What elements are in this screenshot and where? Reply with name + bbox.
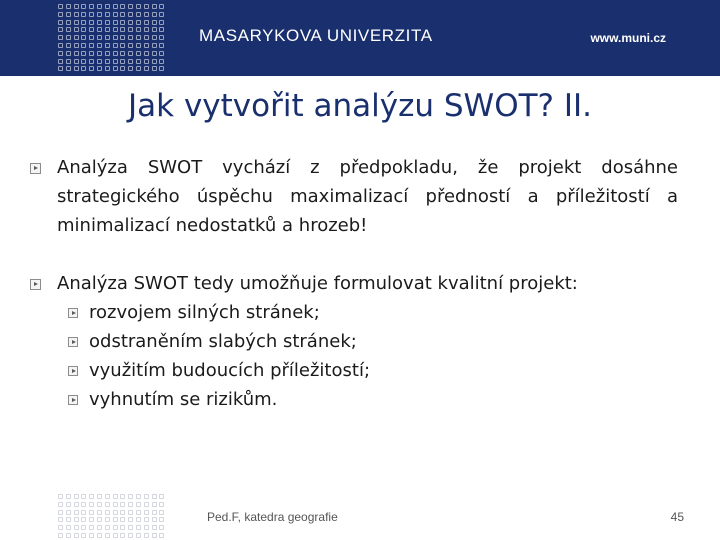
grid-dot (136, 20, 141, 25)
grid-dot (144, 59, 149, 64)
grid-dot (144, 51, 149, 56)
grid-dot (120, 510, 125, 515)
grid-dot (159, 533, 164, 538)
grid-dot (136, 43, 141, 48)
sub-bullet-item (57, 298, 678, 327)
grid-dot (74, 27, 79, 32)
grid-dot (81, 517, 86, 522)
grid-dot (89, 43, 94, 48)
grid-dot (58, 494, 63, 499)
grid-dot (159, 27, 164, 32)
bullet-list (30, 153, 678, 414)
grid-dot (136, 35, 141, 40)
grid-dot (159, 35, 164, 40)
grid-dot (89, 20, 94, 25)
grid-dot (81, 20, 86, 25)
grid-dot (113, 533, 118, 538)
slide-title: Jak vytvořit analýzu SWOT? II. (128, 88, 592, 124)
grid-dot (58, 533, 63, 538)
grid-dot (113, 517, 118, 522)
grid-dot (97, 27, 102, 32)
sub-bullet-arrow-icon (68, 308, 78, 318)
grid-dot (58, 35, 63, 40)
grid-dot (152, 35, 157, 40)
grid-dot (58, 12, 63, 17)
grid-dot (89, 502, 94, 507)
grid-dot (144, 43, 149, 48)
grid-dot (97, 533, 102, 538)
grid-dot (58, 59, 63, 64)
grid-dot (89, 517, 94, 522)
grid-dot (128, 43, 133, 48)
grid-dot (152, 4, 157, 9)
grid-dot (105, 4, 110, 9)
grid-dot (144, 517, 149, 522)
grid-dot (159, 59, 164, 64)
grid-dot (58, 66, 63, 71)
bullet-item (30, 269, 678, 414)
grid-dot (152, 43, 157, 48)
grid-dot (159, 20, 164, 25)
grid-dot (120, 525, 125, 530)
grid-dot (120, 35, 125, 40)
grid-dot (128, 4, 133, 9)
grid-dot (74, 66, 79, 71)
grid-dot (81, 533, 86, 538)
sub-bullet-text: rozvojem silných stránek; (89, 302, 320, 323)
grid-dot (152, 494, 157, 499)
grid-dot (152, 27, 157, 32)
grid-dot (66, 51, 71, 56)
grid-dot (58, 27, 63, 32)
grid-dot (105, 494, 110, 499)
grid-dot (120, 533, 125, 538)
grid-dot (120, 12, 125, 17)
grid-dot (89, 4, 94, 9)
grid-dot (81, 510, 86, 515)
grid-dot (136, 27, 141, 32)
grid-dot (97, 35, 102, 40)
grid-dot (105, 525, 110, 530)
grid-dot (81, 59, 86, 64)
sub-bullet-item (57, 385, 678, 414)
grid-dot (144, 35, 149, 40)
grid-dot (105, 66, 110, 71)
footer-department: Ped.F, katedra geografie (207, 510, 338, 524)
grid-dot (128, 35, 133, 40)
grid-dot (105, 27, 110, 32)
grid-dot (58, 43, 63, 48)
grid-dot (74, 51, 79, 56)
bullet-text: Analýza SWOT vychází z předpokladu, že projekt dosáhne strategického úspěchu maximalizací předností a příležitostí a minimalizací nedostatků a hrozeb! (57, 157, 678, 236)
grid-dot (97, 20, 102, 25)
grid-dot (144, 20, 149, 25)
grid-dot (159, 12, 164, 17)
grid-dot (113, 510, 118, 515)
grid-dot (159, 502, 164, 507)
grid-dot (66, 66, 71, 71)
grid-dot (144, 27, 149, 32)
grid-dot (113, 35, 118, 40)
grid-dot (81, 51, 86, 56)
grid-dot (58, 510, 63, 515)
grid-dot (113, 43, 118, 48)
grid-dot (152, 51, 157, 56)
grid-dot (58, 502, 63, 507)
grid-dot (152, 20, 157, 25)
grid-dot (89, 510, 94, 515)
grid-dot (136, 494, 141, 499)
grid-dot (113, 525, 118, 530)
grid-dot (66, 27, 71, 32)
grid-dot (136, 533, 141, 538)
grid-dot (105, 51, 110, 56)
grid-dot (74, 4, 79, 9)
university-name: MASARYKOVA UNIVERZITA (199, 26, 433, 45)
grid-dot (97, 510, 102, 515)
grid-dot (97, 525, 102, 530)
grid-dot (74, 510, 79, 515)
bullet-item (30, 153, 678, 240)
grid-dot (128, 517, 133, 522)
grid-dot (105, 510, 110, 515)
grid-dot (159, 494, 164, 499)
grid-dot (152, 510, 157, 515)
grid-dot (66, 59, 71, 64)
grid-dot (81, 502, 86, 507)
grid-dot (89, 12, 94, 17)
grid-dot (66, 35, 71, 40)
grid-dot (97, 12, 102, 17)
grid-dot (66, 43, 71, 48)
grid-dot (159, 4, 164, 9)
grid-dot (58, 517, 63, 522)
grid-dot (97, 4, 102, 9)
grid-dot (58, 525, 63, 530)
grid-dot (120, 517, 125, 522)
grid-dot (113, 12, 118, 17)
grid-dot (66, 533, 71, 538)
grid-dot (105, 517, 110, 522)
grid-dot (120, 4, 125, 9)
grid-dot (144, 66, 149, 71)
grid-dot (128, 533, 133, 538)
grid-dot (89, 494, 94, 499)
grid-dot (159, 51, 164, 56)
grid-dot (97, 502, 102, 507)
university-url: www.muni.cz (590, 31, 666, 45)
grid-dot (152, 533, 157, 538)
header-bar (0, 0, 720, 76)
grid-dot (74, 35, 79, 40)
grid-dot (136, 66, 141, 71)
grid-dot (89, 51, 94, 56)
grid-dot (66, 494, 71, 499)
grid-dot (74, 517, 79, 522)
grid-dot (120, 502, 125, 507)
grid-dot (128, 12, 133, 17)
grid-dot (97, 43, 102, 48)
grid-dot (81, 525, 86, 530)
grid-dot (113, 4, 118, 9)
grid-dot (105, 35, 110, 40)
grid-dot (136, 525, 141, 530)
grid-dot (159, 66, 164, 71)
grid-dot (105, 12, 110, 17)
grid-dot (120, 20, 125, 25)
grid-dot (159, 525, 164, 530)
bullet-arrow-icon (30, 163, 41, 174)
grid-dot (66, 12, 71, 17)
bullet-text: Analýza SWOT tedy umožňuje formulovat kvalitní projekt: (57, 273, 578, 294)
grid-dot (120, 51, 125, 56)
grid-dot (128, 59, 133, 64)
sub-bullet-arrow-icon (68, 337, 78, 347)
grid-dot (66, 525, 71, 530)
grid-dot (74, 12, 79, 17)
grid-dot (74, 59, 79, 64)
grid-dot (113, 20, 118, 25)
grid-dot (97, 51, 102, 56)
grid-dot (81, 4, 86, 9)
sub-bullet-text: odstraněním slabých stránek; (89, 331, 357, 352)
grid-dot (136, 517, 141, 522)
grid-dot (97, 66, 102, 71)
grid-dot (74, 502, 79, 507)
grid-dot (113, 494, 118, 499)
page-number: 45 (670, 510, 684, 524)
grid-dot (74, 43, 79, 48)
grid-dot (113, 59, 118, 64)
grid-dot (105, 20, 110, 25)
grid-dot (128, 494, 133, 499)
grid-dot (58, 20, 63, 25)
grid-dot (128, 20, 133, 25)
grid-dot (128, 525, 133, 530)
grid-dot (159, 517, 164, 522)
grid-dot (105, 43, 110, 48)
sub-bullet-arrow-icon (68, 395, 78, 405)
grid-dot (136, 51, 141, 56)
grid-dot (144, 4, 149, 9)
grid-dot (66, 4, 71, 9)
grid-dot (66, 510, 71, 515)
grid-dot (159, 43, 164, 48)
grid-dot (97, 517, 102, 522)
grid-dot (113, 27, 118, 32)
grid-dot (74, 494, 79, 499)
grid-dot (128, 502, 133, 507)
grid-dot (144, 510, 149, 515)
grid-dot (120, 43, 125, 48)
grid-dot (136, 59, 141, 64)
grid-dot (89, 533, 94, 538)
grid-dot (152, 502, 157, 507)
grid-dot (144, 525, 149, 530)
sub-bullet-item (57, 327, 678, 356)
grid-dot (144, 494, 149, 499)
grid-dot (159, 510, 164, 515)
grid-dot (105, 59, 110, 64)
grid-dot (136, 510, 141, 515)
grid-dot (144, 12, 149, 17)
grid-dot (81, 66, 86, 71)
grid-dot (74, 533, 79, 538)
grid-dot (152, 12, 157, 17)
grid-dot (136, 12, 141, 17)
grid-dot (120, 494, 125, 499)
grid-dot (120, 66, 125, 71)
grid-dot (89, 525, 94, 530)
grid-dot (136, 4, 141, 9)
grid-dot (89, 27, 94, 32)
grid-dot (89, 35, 94, 40)
grid-dot (128, 510, 133, 515)
grid-dot (81, 43, 86, 48)
grid-dot (113, 502, 118, 507)
grid-dot (81, 27, 86, 32)
grid-dot (113, 66, 118, 71)
grid-dot (128, 66, 133, 71)
sub-bullet-arrow-icon (68, 366, 78, 376)
grid-dot (58, 4, 63, 9)
grid-dot (66, 502, 71, 507)
grid-dot (89, 66, 94, 71)
grid-dot (97, 494, 102, 499)
grid-dot (89, 59, 94, 64)
grid-dot (128, 27, 133, 32)
grid-dot (105, 502, 110, 507)
sub-bullet-item (57, 356, 678, 385)
grid-dot (58, 51, 63, 56)
grid-dot (152, 66, 157, 71)
grid-dot (74, 20, 79, 25)
grid-dot (152, 59, 157, 64)
grid-dot (144, 533, 149, 538)
grid-dot (144, 502, 149, 507)
grid-dot (66, 20, 71, 25)
grid-dot (120, 27, 125, 32)
grid-dot (81, 35, 86, 40)
grid-dot (81, 12, 86, 17)
grid-dot (74, 525, 79, 530)
grid-dot (66, 517, 71, 522)
grid-dot (81, 494, 86, 499)
sub-bullet-text: vyhnutím se rizikům. (89, 389, 278, 410)
grid-dot (105, 533, 110, 538)
grid-dot (152, 525, 157, 530)
sub-bullet-text: využitím budoucích příležitostí; (89, 360, 371, 381)
grid-dot (113, 51, 118, 56)
grid-dot (97, 59, 102, 64)
grid-dot (128, 51, 133, 56)
grid-dot (152, 517, 157, 522)
grid-dot (136, 502, 141, 507)
grid-dot (120, 59, 125, 64)
bullet-arrow-icon (30, 279, 41, 290)
